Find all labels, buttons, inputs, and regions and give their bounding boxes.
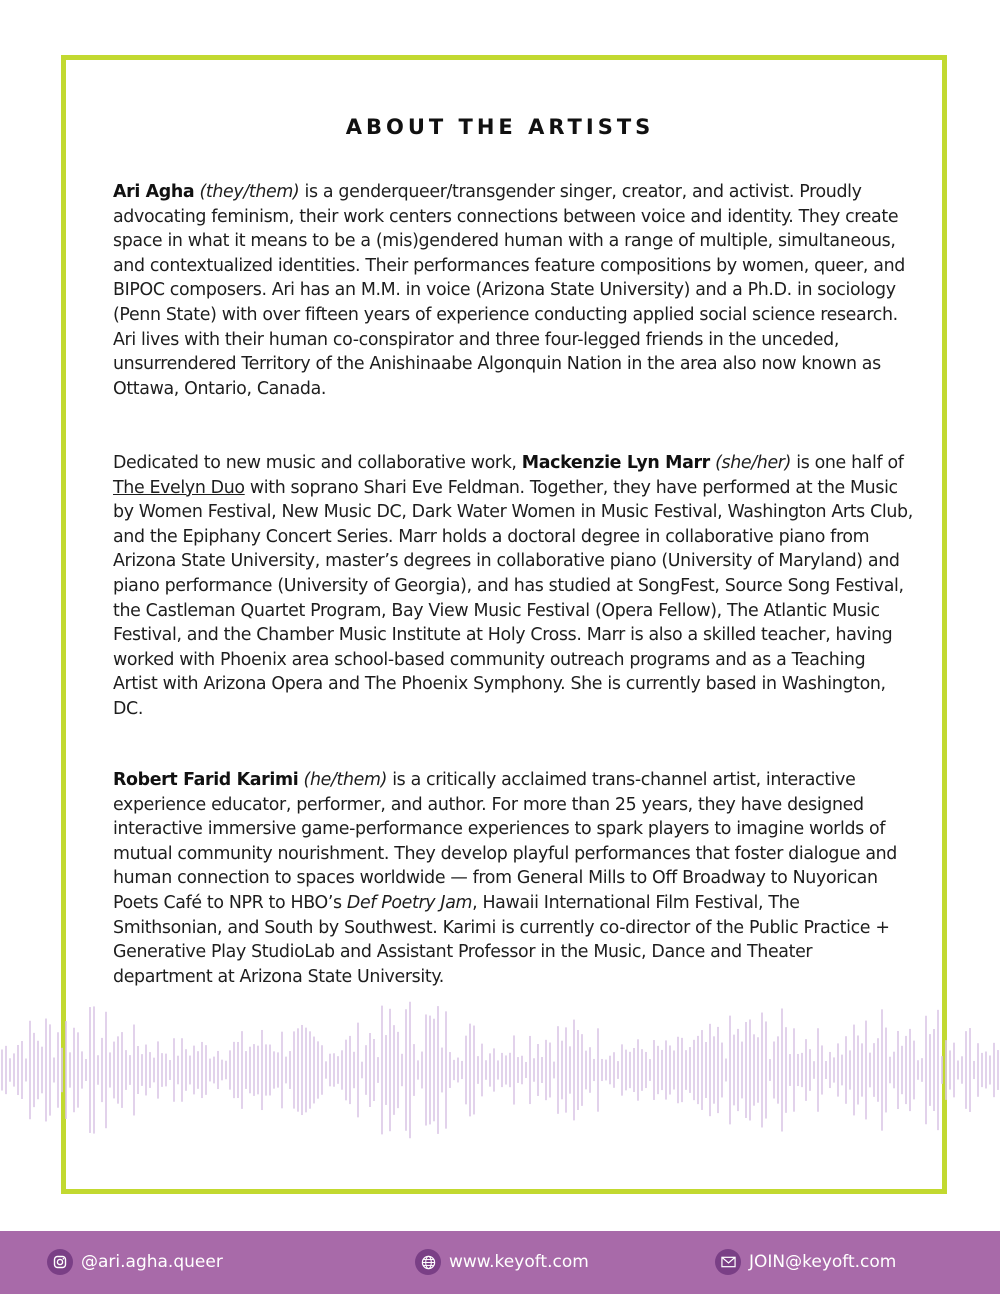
bio-ari-agha [113, 180, 913, 401]
artist-name: Ari Agha [113, 182, 195, 202]
artist-name: Robert Farid Karimi [113, 770, 299, 790]
bio-intro: Dedicated to new music and collaborative work, [113, 453, 522, 473]
soundwave-decoration [0, 995, 1000, 1145]
email-contact[interactable] [715, 1249, 896, 1275]
footer-bar [0, 1231, 1000, 1294]
website-url[interactable]: www.keyoft.com [449, 1252, 589, 1272]
evelyn-duo-link[interactable]: The Evelyn Duo [113, 477, 245, 498]
camera-icon [47, 1249, 73, 1275]
globe-icon [415, 1249, 441, 1275]
mail-icon [715, 1249, 741, 1275]
artist-pronouns: (they/them) [199, 182, 300, 202]
bio-robert-farid-karimi [113, 768, 913, 989]
artist-pronouns: (he/them) [303, 770, 388, 790]
website-contact[interactable] [415, 1249, 589, 1275]
instagram-handle[interactable]: @ari.agha.queer [81, 1252, 223, 1272]
artist-pronouns: (she/her) [715, 453, 792, 473]
bio-text: is one half of [791, 453, 904, 473]
email-address[interactable]: JOIN@keyoft.com [749, 1252, 897, 1272]
artist-name: Mackenzie Lyn Marr [521, 453, 710, 473]
bio-text: , Hawaii International Film Festival, The Smithsonian, and South by Southwest. Karimi is currently co-director of the Public Practice + Generative Play StudioLab and Assistant Professor in the Music, Dance and Theater department at Arizona State University. [113, 892, 890, 987]
bio-text: is a genderqueer/transgender singer, creator, and activist. Proudly advocating feminism, their work centers connections between voice and identity. They create space in what it means to be a (mis)gendered human with a range of multiple, simultaneous, and contextualized identities. Their performances feature compositions by women, queer, and BIPOC composers. Ari has an M.M. in voice (Arizona State University) and a Ph.D. in sociology (Penn State) with over fifteen years of experience conducting applied social science research. Ari lives with their human co-conspirator and three four-legged friends in the unceded, unsurrendered Territory of the Anishinaabe Algonquin Nation in the area also now known as Ottawa, Ontario, Canada. [113, 182, 905, 399]
page-title: ABOUT THE ARTISTS [345, 115, 655, 139]
instagram-contact[interactable] [47, 1249, 223, 1275]
bio-mackenzie-lyn-marr [113, 451, 913, 722]
def-poetry-jam-title: Def Poetry Jam [346, 892, 473, 913]
bio-text: is a critically acclaimed trans-channel artist, interactive experience educator, performer, and author. For more than 25 years, they have designed interactive immersive game-performance experiences to spark players to imagine worlds of mutual community nourishment. They develop playful performances that foster dialogue and human connection to spaces worldwide — from General Mills to Off Broadway to Nuyorican Poets Café to NPR to HBO’s [113, 770, 897, 913]
bio-text: with soprano Shari Eve Feldman. Together, they have performed at the Music by Women Festival, New Music DC, Dark Water Women in Music Festival, Washington Arts Club, and the Epiphany Concert Series. Marr holds a doctoral degree in collaborative piano from Arizona State University, master’s degrees in collaborative piano (University of Maryland) and piano performance (University of Georgia), and has studied at SongFest, Source Song Festival, the Castleman Quartet Program, Bay View Music Festival (Opera Fellow), The Atlantic Music Festival, and the Chamber Music Institute at Holy Cross. Marr is also a skilled teacher, having worked with Phoenix area school-based community outreach programs and as a Teaching Artist with Arizona Opera and The Phoenix Symphony. She is currently based in Washington, DC. [113, 477, 913, 719]
